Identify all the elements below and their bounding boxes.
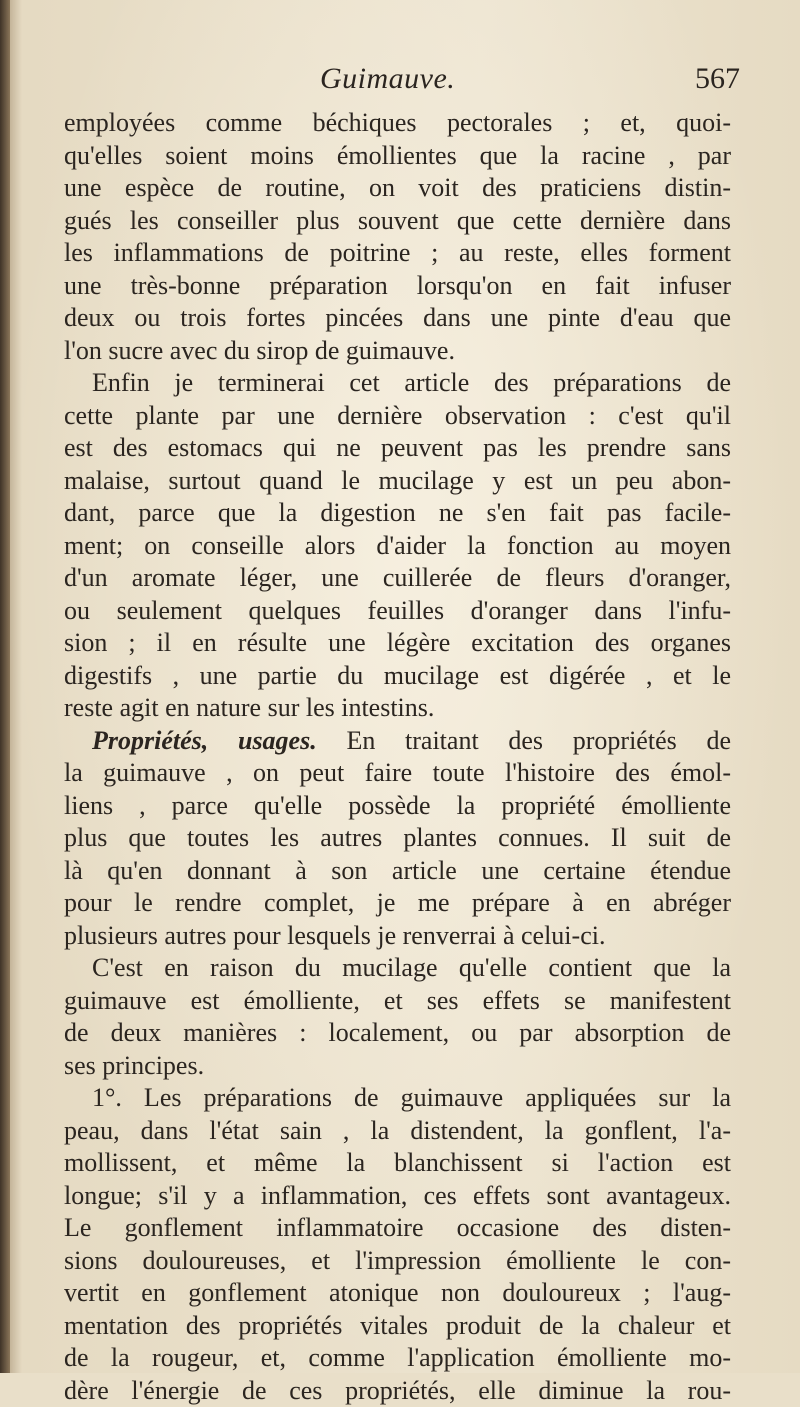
text-line: ou seulement quelques feuilles d'oranger dans l'infu-: [64, 595, 731, 628]
text-line: d'un aromate léger, une cuillerée de fleurs d'oranger,: [64, 562, 731, 595]
text-line: C'est en raison du mucilage qu'elle contient que la: [64, 952, 731, 985]
text-line: la guimauve , on peut faire toute l'histoire des émol-: [64, 757, 731, 790]
page-header: [60, 62, 740, 106]
text-line: digestifs , une partie du mucilage est digérée , et le: [64, 660, 731, 693]
text-line: Le gonflement inflammatoire occasione des disten-: [64, 1212, 731, 1245]
section-heading-line: [64, 725, 731, 758]
text-line: ment; on conseille alors d'aider la fonction au moyen: [64, 530, 731, 563]
body-text: [64, 107, 731, 1407]
text-line: gués les conseiller plus souvent que cette dernière dans: [64, 205, 731, 238]
text-line: Enfin je terminerai cet article des préparations de: [64, 367, 731, 400]
text-line: l'on sucre avec du sirop de guimauve.: [64, 335, 731, 368]
section-heading-continuation: En traitant des propriétés de: [346, 726, 731, 755]
book-gutter-shadow: [0, 0, 10, 1373]
text-line: plusieurs autres pour lesquels je renverrai à celui-ci.: [64, 920, 731, 953]
page-number: 567: [695, 62, 740, 96]
text-line: malaise, surtout quand le mucilage y est un peu abon-: [64, 465, 731, 498]
text-line: peau, dans l'état sain , la distendent, la gonflent, l'a-: [64, 1115, 731, 1148]
text-line: une espèce de routine, on voit des praticiens distin-: [64, 172, 731, 205]
text-line: guimauve est émolliente, et ses effets se manifestent: [64, 985, 731, 1018]
running-title: Guimauve.: [320, 62, 455, 96]
text-line: dère l'énergie de ces propriétés, elle diminue la rou-: [64, 1375, 731, 1407]
text-line: reste agit en nature sur les intestins.: [64, 692, 731, 725]
text-line: mentation des propriétés vitales produit de la chaleur et: [64, 1310, 731, 1343]
text-line: vertit en gonflement atonique non douloureux ; l'aug-: [64, 1277, 731, 1310]
text-line: est des estomacs qui ne peuvent pas les prendre sans: [64, 432, 731, 465]
text-line: qu'elles soient moins émollientes que la racine , par: [64, 140, 731, 173]
section-heading: Propriétés, usages.: [92, 726, 317, 755]
text-line: longue; s'il y a inflammation, ces effets sont avantageux.: [64, 1180, 731, 1213]
text-line: sions douloureuses, et l'impression émolliente le con-: [64, 1245, 731, 1278]
text-line: une très-bonne préparation lorsqu'on en fait infuser: [64, 270, 731, 303]
text-line: cette plante par une dernière observation : c'est qu'il: [64, 400, 731, 433]
text-line: de deux manières : localement, ou par absorption de: [64, 1017, 731, 1050]
text-line: sion ; il en résulte une légère excitation des organes: [64, 627, 731, 660]
text-line: dant, parce que la digestion ne s'en fait pas facile-: [64, 497, 731, 530]
text-line: employées comme béchiques pectorales ; et, quoi-: [64, 107, 731, 140]
text-line: deux ou trois fortes pincées dans une pinte d'eau que: [64, 302, 731, 335]
text-line: plus que toutes les autres plantes connues. Il suit de: [64, 822, 731, 855]
text-line: de la rougeur, et, comme l'application émolliente mo-: [64, 1342, 731, 1375]
text-line: 1°. Les préparations de guimauve appliquées sur la: [64, 1082, 731, 1115]
text-line: ses principes.: [64, 1050, 731, 1083]
text-line: les inflammations de poitrine ; au reste, elles forment: [64, 237, 731, 270]
text-line: mollissent, et même la blanchissent si l'action est: [64, 1147, 731, 1180]
text-line: là qu'en donnant à son article une certaine étendue: [64, 855, 731, 888]
text-line: pour le rendre complet, je me prépare à en abréger: [64, 887, 731, 920]
text-line: liens , parce qu'elle possède la propriété émolliente: [64, 790, 731, 823]
